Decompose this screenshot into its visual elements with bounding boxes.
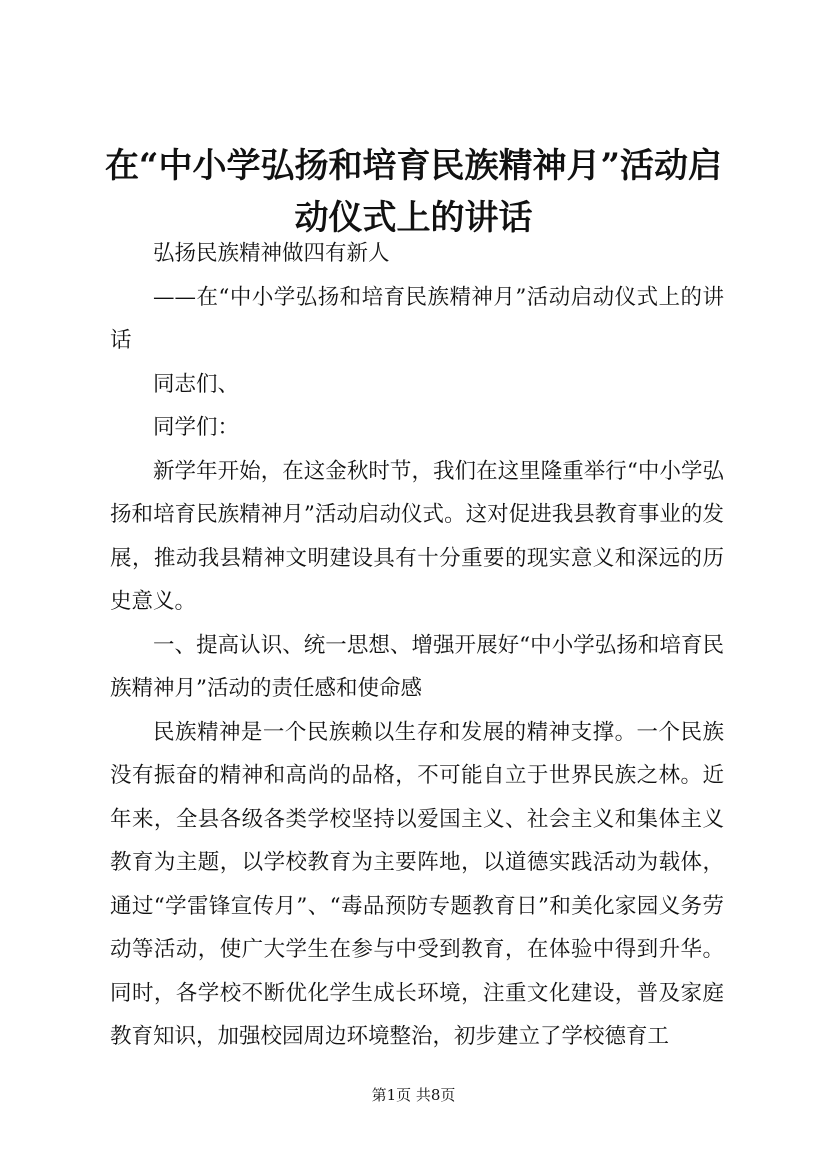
paragraph-subheading: ——在“中小学弘扬和培育民族精神月”活动启动仪式上的讲话 [110,284,724,353]
page-number-footer: 第1页 共8页 [371,1086,456,1104]
paragraph-greeting-comrades: 同志们、 [153,371,240,397]
paragraph-body: 民族精神是一个民族赖以生存和发展的精神支撑。一个民族没有振奋的精神和高尚的品格，不可能自立于世界民族之林。近年来，全县各级各类学校坚持以爱国主义、社会主义和集体主义教育为主题，以学校教育为主要阵地，以道德实践活动为载体，通过“学雷锋宣传月”、“毒品预防专题教育日”和美化家园义务劳动等活动，使广大学生在参与中受到教育，在体验中得到升华。同时，各学校不断优化学生成长环境，注重文化建设，普及家庭教育知识，加强校园周边环境整治，初步建立了学校德育工 [110,719,724,1049]
paragraph-section-heading: 一、提高认识、统一思想、增强开展好“中小学弘扬和培育民族精神月”活动的责任感和使命感 [110,632,724,701]
paragraph-intro: 新学年开始，在这金秋时节，我们在这里隆重举行“中小学弘扬和培育民族精神月”活动启动仪式。这对促进我县教育事业的发展，推动我县精神文明建设具有十分重要的现实意义和深远的历史意义。 [110,458,724,614]
document-title: 在“中小学弘扬和培育民族精神月”活动启动仪式上的讲话 [104,146,723,238]
paragraph-subtitle: 弘扬民族精神做四有新人 [153,241,390,266]
paragraph-greeting-students: 同学们： [153,415,240,440]
document-body [110,232,724,1059]
